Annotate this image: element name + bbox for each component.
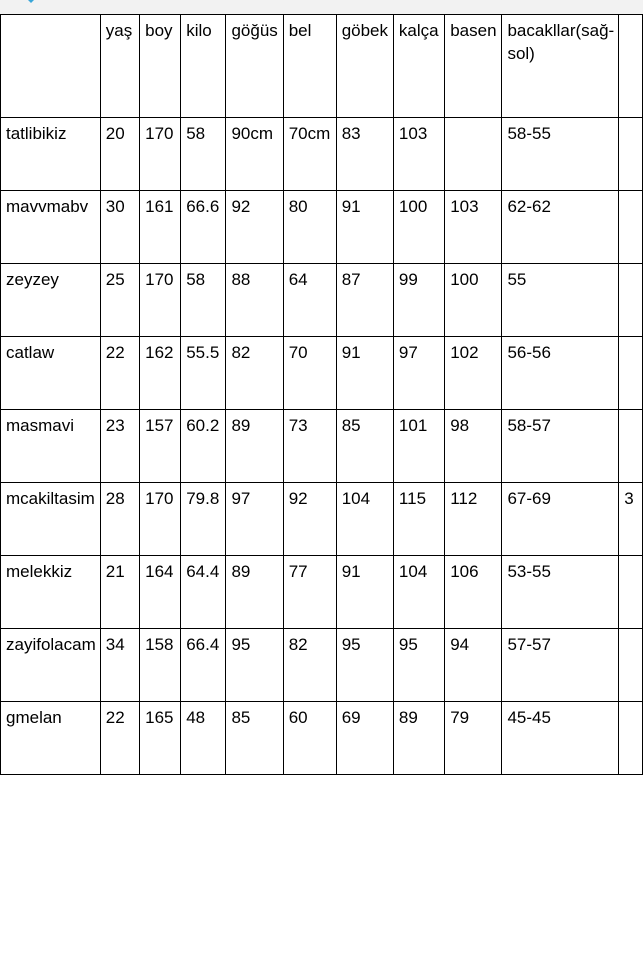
cell-hip: 100 — [393, 191, 444, 264]
cell-height: 161 — [140, 191, 181, 264]
cell-extra — [619, 337, 643, 410]
cell-height: 157 — [140, 410, 181, 483]
cell-extra — [619, 629, 643, 702]
cell-chest: 95 — [226, 629, 283, 702]
cell-legs: 58-55 — [502, 118, 619, 191]
cell-hip: 95 — [393, 629, 444, 702]
cell-waist: 70cm — [283, 118, 336, 191]
cell-basen: 79 — [445, 702, 502, 775]
cell-waist: 60 — [283, 702, 336, 775]
cell-age: 22 — [100, 337, 139, 410]
cell-hip: 103 — [393, 118, 444, 191]
cell-waist: 77 — [283, 556, 336, 629]
table-row — [1, 264, 643, 337]
header-cell-waist: bel — [283, 15, 336, 118]
cell-belly: 83 — [336, 118, 393, 191]
cell-age: 21 — [100, 556, 139, 629]
cell-legs: 57-57 — [502, 629, 619, 702]
header-cell-weight: kilo — [181, 15, 226, 118]
header-cell-age: yaş — [100, 15, 139, 118]
cell-basen: 102 — [445, 337, 502, 410]
cell-legs: 56-56 — [502, 337, 619, 410]
header-cell-chest: göğüs — [226, 15, 283, 118]
header-cell-hip: kalça — [393, 15, 444, 118]
cell-chest: 89 — [226, 410, 283, 483]
cell-age: 34 — [100, 629, 139, 702]
cell-age: 22 — [100, 702, 139, 775]
cell-chest: 85 — [226, 702, 283, 775]
header-cell-basen: basen — [445, 15, 502, 118]
cell-belly: 87 — [336, 264, 393, 337]
cell-hip: 104 — [393, 556, 444, 629]
cell-name: melekkiz — [1, 556, 101, 629]
cell-legs: 55 — [502, 264, 619, 337]
cell-age: 23 — [100, 410, 139, 483]
cell-belly: 95 — [336, 629, 393, 702]
table-row — [1, 483, 643, 556]
top-bar — [0, 0, 643, 14]
header-cell-extra — [619, 15, 643, 118]
cell-weight: 64.4 — [181, 556, 226, 629]
cell-belly: 104 — [336, 483, 393, 556]
cell-extra — [619, 191, 643, 264]
cell-height: 170 — [140, 118, 181, 191]
header-cell-name — [1, 15, 101, 118]
cell-weight: 58 — [181, 118, 226, 191]
cell-height: 170 — [140, 483, 181, 556]
cell-legs: 53-55 — [502, 556, 619, 629]
chevron-down-icon[interactable] — [22, 0, 40, 3]
cell-chest: 97 — [226, 483, 283, 556]
cell-weight: 48 — [181, 702, 226, 775]
cell-belly: 69 — [336, 702, 393, 775]
header-cell-legs: bacakllar(sağ-sol) — [502, 15, 619, 118]
cell-belly: 91 — [336, 337, 393, 410]
cell-waist: 70 — [283, 337, 336, 410]
cell-name: catlaw — [1, 337, 101, 410]
table-row — [1, 410, 643, 483]
cell-age: 20 — [100, 118, 139, 191]
cell-name: mavvmabv — [1, 191, 101, 264]
cell-height: 162 — [140, 337, 181, 410]
cell-legs: 45-45 — [502, 702, 619, 775]
cell-extra — [619, 702, 643, 775]
cell-extra — [619, 118, 643, 191]
cell-height: 165 — [140, 702, 181, 775]
cell-height: 164 — [140, 556, 181, 629]
table-row — [1, 191, 643, 264]
cell-hip: 97 — [393, 337, 444, 410]
cell-name: gmelan — [1, 702, 101, 775]
cell-extra: 3 — [619, 483, 643, 556]
cell-belly: 91 — [336, 556, 393, 629]
cell-basen: 100 — [445, 264, 502, 337]
cell-hip: 101 — [393, 410, 444, 483]
header-cell-height: boy — [140, 15, 181, 118]
cell-weight: 66.4 — [181, 629, 226, 702]
cell-chest: 89 — [226, 556, 283, 629]
table-row — [1, 556, 643, 629]
cell-waist: 92 — [283, 483, 336, 556]
cell-hip: 115 — [393, 483, 444, 556]
header-cell-belly: göbek — [336, 15, 393, 118]
table-row — [1, 629, 643, 702]
cell-waist: 64 — [283, 264, 336, 337]
cell-height: 158 — [140, 629, 181, 702]
cell-basen: 103 — [445, 191, 502, 264]
cell-hip: 99 — [393, 264, 444, 337]
measurements-table — [0, 14, 643, 775]
cell-extra — [619, 264, 643, 337]
cell-waist: 80 — [283, 191, 336, 264]
cell-belly: 85 — [336, 410, 393, 483]
table-row — [1, 118, 643, 191]
cell-weight: 66.6 — [181, 191, 226, 264]
cell-age: 30 — [100, 191, 139, 264]
table-row — [1, 337, 643, 410]
cell-chest: 88 — [226, 264, 283, 337]
cell-name: zayifolacam — [1, 629, 101, 702]
cell-weight: 58 — [181, 264, 226, 337]
cell-age: 25 — [100, 264, 139, 337]
cell-extra — [619, 556, 643, 629]
cell-legs: 58-57 — [502, 410, 619, 483]
table-header-row — [1, 15, 643, 118]
cell-chest: 90cm — [226, 118, 283, 191]
cell-height: 170 — [140, 264, 181, 337]
cell-name: masmavi — [1, 410, 101, 483]
cell-weight: 55.5 — [181, 337, 226, 410]
cell-chest: 82 — [226, 337, 283, 410]
cell-name: zeyzey — [1, 264, 101, 337]
cell-basen: 98 — [445, 410, 502, 483]
cell-basen: 106 — [445, 556, 502, 629]
cell-legs: 62-62 — [502, 191, 619, 264]
cell-waist: 82 — [283, 629, 336, 702]
cell-age: 28 — [100, 483, 139, 556]
cell-legs: 67-69 — [502, 483, 619, 556]
table-row — [1, 702, 643, 775]
cell-waist: 73 — [283, 410, 336, 483]
cell-belly: 91 — [336, 191, 393, 264]
cell-hip: 89 — [393, 702, 444, 775]
cell-weight: 60.2 — [181, 410, 226, 483]
cell-chest: 92 — [226, 191, 283, 264]
cell-basen: 94 — [445, 629, 502, 702]
cell-name: tatlibikiz — [1, 118, 101, 191]
cell-weight: 79.8 — [181, 483, 226, 556]
cell-extra — [619, 410, 643, 483]
cell-basen: 112 — [445, 483, 502, 556]
measurements-table-container[interactable] — [0, 14, 643, 775]
cell-basen — [445, 118, 502, 191]
cell-name: mcakiltasim — [1, 483, 101, 556]
